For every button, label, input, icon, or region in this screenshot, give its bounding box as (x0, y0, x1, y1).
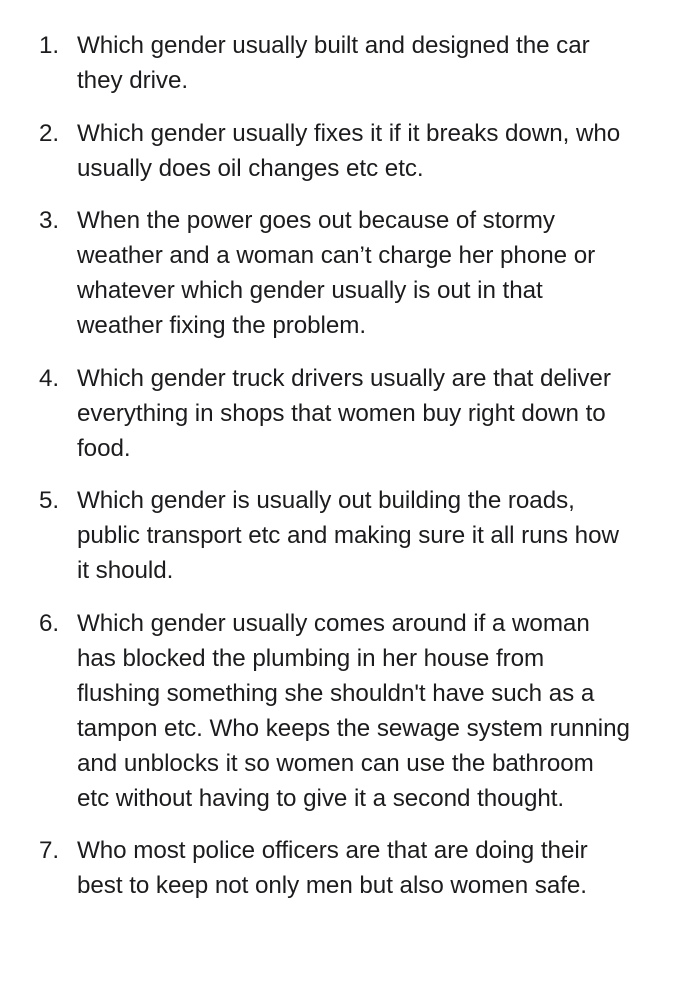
list-item-text: When the power goes out because of stormy weather and a woman can’t charge her phone or whatever which gender usually is out in that weather fixing the problem. (77, 207, 596, 339)
list-item (0, 203, 690, 343)
list-item-number: 1. (39, 32, 60, 59)
list-item-number: 6. (39, 609, 60, 637)
list-item-number: 7. (39, 837, 60, 864)
list-item (0, 361, 690, 466)
list-item (0, 483, 690, 588)
list-item-number: 3. (39, 207, 60, 234)
list-item-text: Who most police officers are that are doing their best to keep not only men but also women safe. (77, 837, 588, 899)
list-item-text: Which gender usually comes around if a woman has blocked the plumbing in her house from flushing something she shouldn't have such as a tampon etc. Who keeps the sewage system running and unblocks it so women can use the bathroom etc without having to give it a second thought. (77, 609, 630, 812)
list-item-number: 2. (39, 119, 60, 147)
list-item-text: Which gender truck drivers usually are that deliver everything in shops that women buy right down to food. (77, 364, 611, 462)
list-item (0, 606, 690, 816)
list-item-number: 5. (39, 487, 60, 514)
list-item (0, 116, 690, 186)
list-item-text: Which gender is usually out building the roads, public transport etc and making sure it all runs how it should. (77, 487, 619, 584)
list-item-text: Which gender usually built and designed the car they drive. (77, 32, 590, 94)
numbered-list (0, 28, 690, 921)
list-item-text: Which gender usually fixes it if it breaks down, who usually does oil changes etc etc. (77, 119, 621, 182)
list-item (0, 28, 690, 98)
list-item (0, 833, 690, 903)
list-item-number: 4. (39, 364, 60, 392)
